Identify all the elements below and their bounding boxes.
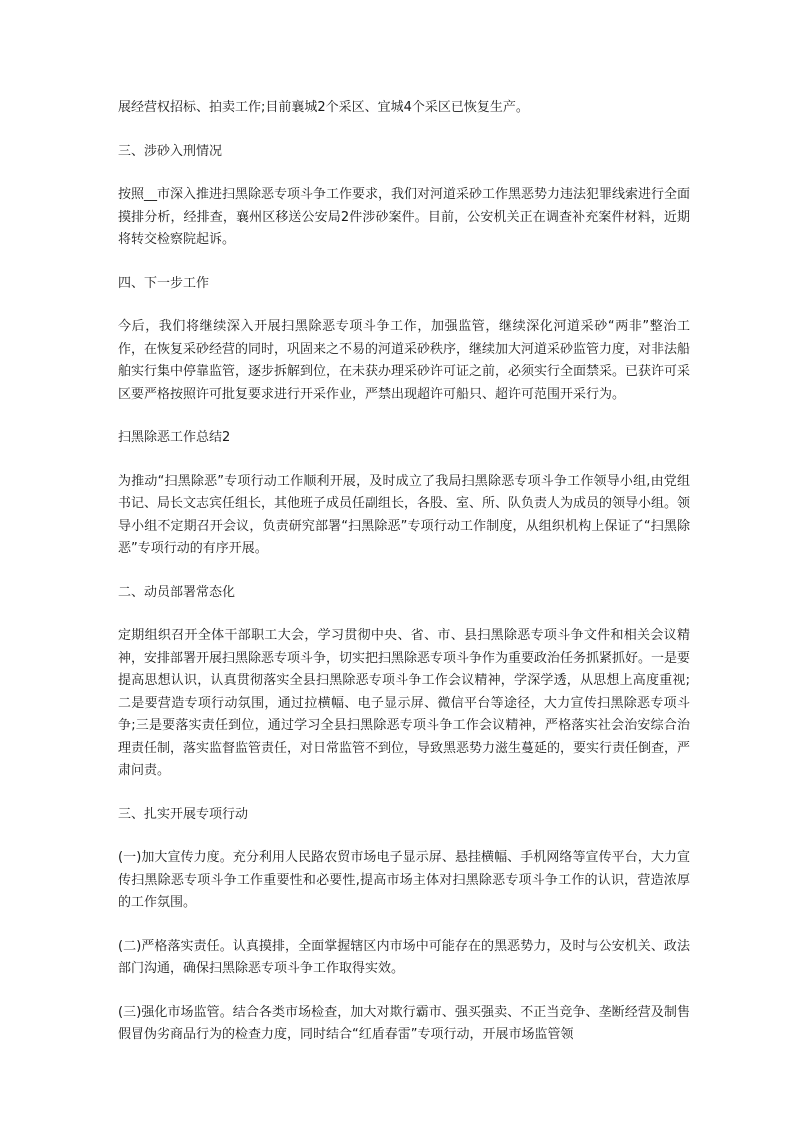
paragraph-8: (三)强化市场监管。结合各类市场检查，加大对欺行霸市、强买强卖、不正当竞争、垄断经营及制售假冒伪劣商品行为的检查力度，同时结合“红盾春雷”专项行动，开展市场监管领 xyxy=(118,1004,690,1042)
paragraph-5: 定期组织召开全体干部职工大会，学习贯彻中央、省、市、县扫黑除恶专项斗争文件和相关会议精神，安排部署开展扫黑除恶专项斗争，切实把扫黑除恶专项斗争作为重要政治任务抓紧抓好。一是要提高思想认识，认真贯彻落实全县扫黑除恶专项斗争工作会议精神，学深学透，从思想上高度重视;二是要营造专项行动氛围，通过拉横幅、电子显示屏、微信平台等途径，大力宣传扫黑除恶专项斗争;三是要落实责任到位，通过学习全县扫黑除恶专项斗争工作会议精神，严格落实社会治安综合治理责任制，落实监督监管责任，对日常监管不到位，导致黑恶势力滋生蔓延的，要实行责任倒查，严肃问责。 xyxy=(118,628,691,778)
section-heading-3b: 三、扎实开展专项行动 xyxy=(118,806,249,822)
document-subtitle: 扫黑除恶工作总结2 xyxy=(118,430,231,445)
paragraph-3: 今后，我们将继续深入开展扫黑除恶专项斗争工作，加强监管，继续深化河道采砂“两非”整治工作，在恢复采砂经营的同时，巩固来之不易的河道采砂秩序，继续加大河道采砂监管力度，对非法船舶实行集中停靠监管，逐步拆解到位，在未获办理采砂许可证之前，必须实行全面禁采。已获许可采区要严格按照许可批复要求进行开采作业，严禁出现超许可船只、超许可范围开采行为。 xyxy=(118,319,691,402)
paragraph-2: 按照__市深入推进扫黑除恶专项斗争工作要求，我们对河道采砂工作黑恶势力违法犯罪线索进行全面摸排分析，经排查，襄州区移送公安局2件涉砂案件。目前，公安机关正在调查补充案件材料，近期将转交检察院起诉。 xyxy=(118,187,691,247)
document-page xyxy=(118,97,690,1068)
paragraph-6: (一)加大宣传力度。充分利用人民路农贸市场电子显示屏、悬挂横幅、手机网络等宣传平台，大力宣传扫黑除恶专项斗争工作重要性和必要性,提高市场主体对扫黑除恶专项斗争工作的认识，营造浓厚的工作氛围。 xyxy=(118,850,690,910)
section-heading-2: 二、动员部署常态化 xyxy=(118,584,236,600)
section-heading-3: 三、涉砂入刑情况 xyxy=(118,143,223,159)
section-heading-4: 四、下一步工作 xyxy=(118,275,210,291)
paragraph-1: 展经营权招标、拍卖工作;目前襄城2个采区、宜城4个采区已恢复生产。 xyxy=(118,100,529,115)
paragraph-7: (二)严格落实责任。认真摸排，全面掌握辖区内市场中可能存在的黑恶势力，及时与公安机关、政法部门沟通，确保扫黑除恶专项斗争工作取得实效。 xyxy=(118,938,690,976)
paragraph-4: 为推动“扫黑除恶”专项行动工作顺利开展，及时成立了我局扫黑除恶专项斗争工作领导小组,由党组书记、局长文志宾任组长，其他班子成员任副组长，各股、室、所、队负责人为成员的领导小组。领导小组不定期召开会议，负责研究部署“扫黑除恶”专项行动工作制度，从组织机构上保证了“扫黑除恶”专项行动的有序开展。 xyxy=(118,473,691,556)
